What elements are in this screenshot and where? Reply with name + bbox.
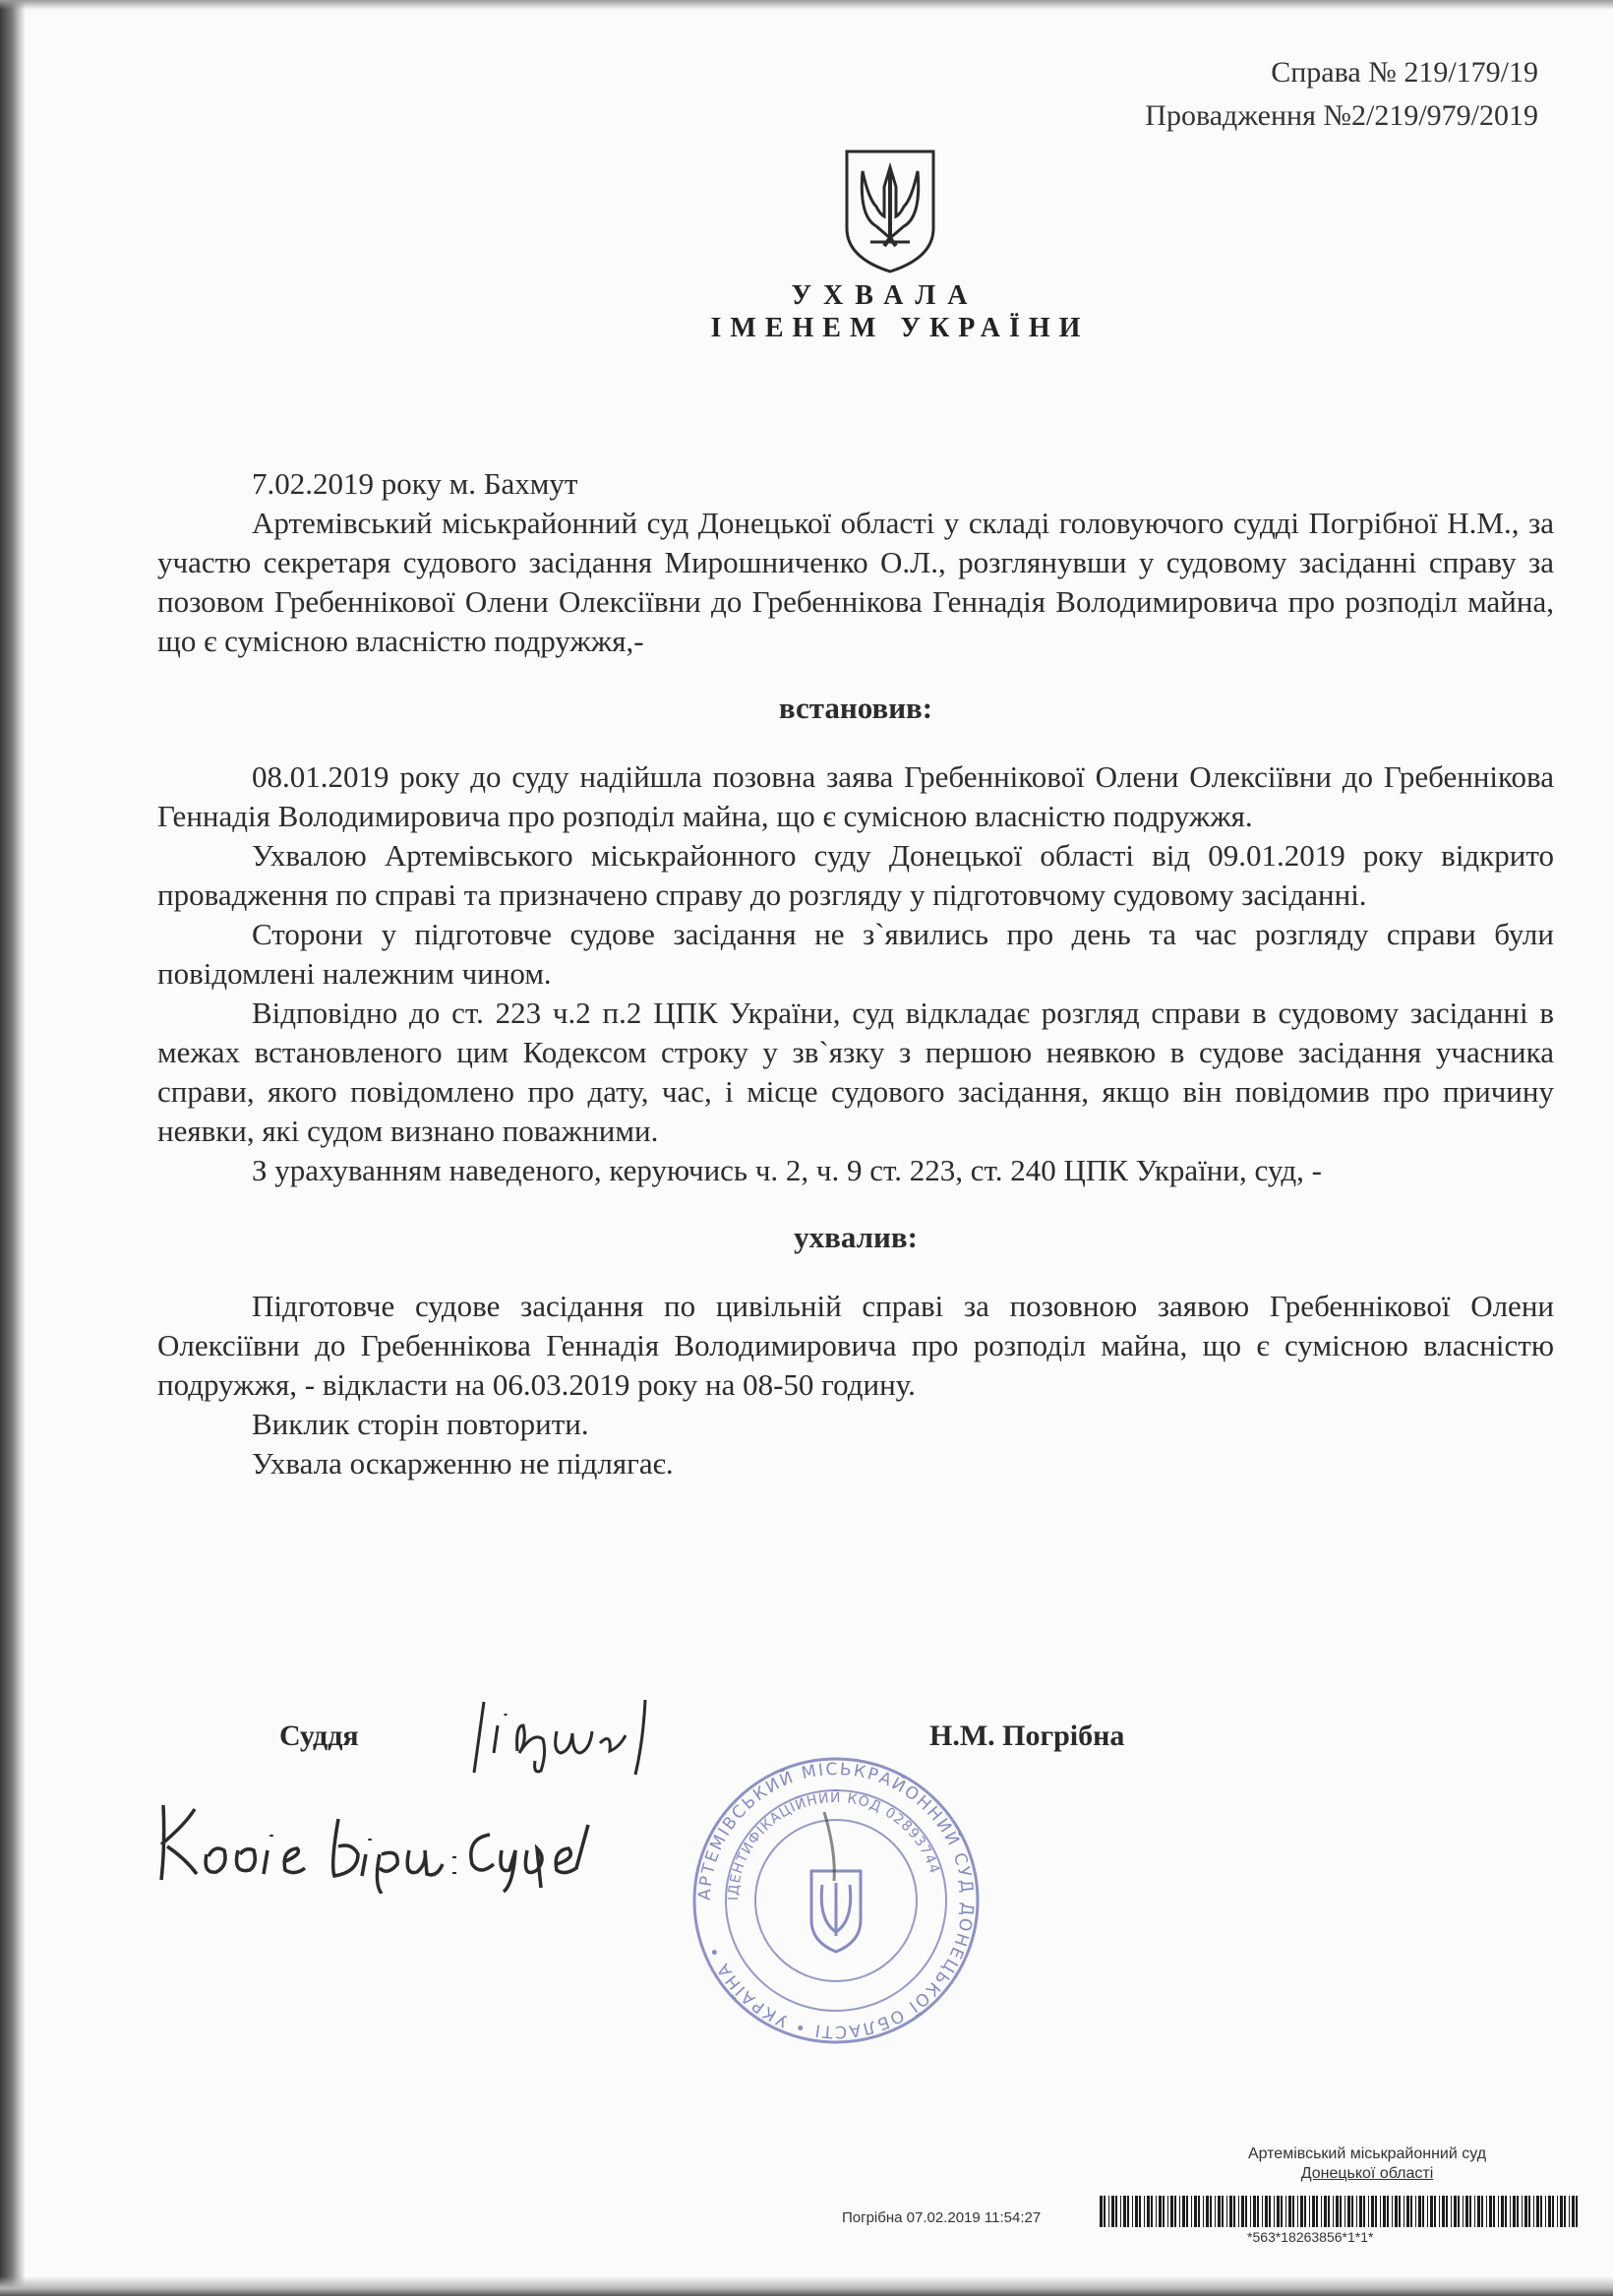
- case-number: Справа № 219/179/19: [1271, 56, 1538, 89]
- judge-name: Н.М. Погрібна: [929, 1720, 1125, 1752]
- established-paragraph: Ухвалою Артемівського міськрайонного суду Донецької області від 09.01.2019 року відкрито провадження по справі та призначено справу до розгляду у підготовчому судовому засіданні.: [157, 838, 1554, 912]
- intro-paragraph: Артемівський міськрайонний суд Донецької області у складі головуючого судді Погрібної Н.М., за участю секретаря судового засідання Мирошниченко О.Л., розглянувши у судовому засіданні справу за позовом Гребеннікової Олени Олексіївни до Гребеннікова Геннадія Володимировича про розподіл майна, що є сумісною власністю подружжя,-: [157, 506, 1554, 658]
- judge-label: Суддя: [279, 1720, 359, 1752]
- seal-inner-text: ІДЕНТИФІКАЦІЙНИЙ КОД 02893744: [725, 1789, 943, 1902]
- ruled-paragraph: Ухвала оскарженню не підлягає.: [252, 1446, 674, 1480]
- scanner-edge-bottom: [0, 2276, 1613, 2296]
- ruled-paragraph: Виклик сторін повторити.: [252, 1407, 589, 1441]
- barcode-text: *563*18263856*1*1*: [1247, 2229, 1374, 2245]
- scanner-edge-top: [0, 0, 1613, 10]
- handwritten-certified-copy-note: [155, 1785, 647, 1894]
- established-paragraph: 08.01.2019 року до суду надійшла позовна заява Гребеннікової Олени Олексіївни до Гребеннікова Геннадія Володимировича про розподіл майна, що є сумісною власністю подружжя.: [157, 759, 1554, 833]
- document-barcode: [1100, 2196, 1582, 2227]
- handwritten-signature-mark: [462, 1692, 679, 1781]
- footer-court-line: Донецької області: [1300, 2165, 1434, 2182]
- footer-court-name: [1180, 2145, 1554, 2184]
- ruling-body: [157, 464, 1554, 1483]
- established-paragraph: Сторони у підготовче судове засідання не з`явились про день та час розгляду справи були повідомлені належним чином.: [157, 917, 1554, 991]
- ruled-paragraph: Підготовче судове засідання по цивільній справі за позовною заявою Гребеннікової Олени Олексіївни до Гребеннікова Геннадія Володимировича про розподіл майна, що є сумісною власністю подружжя, - відкласти на 06.03.2019 року на 08-50 годину.: [157, 1289, 1554, 1402]
- trident-coat-of-arms-icon: [841, 148, 939, 275]
- proceeding-number: Провадження №2/219/979/2019: [1145, 99, 1538, 132]
- scanner-edge-left: [0, 0, 26, 2296]
- established-paragraph: Відповідно до ст. 223 ч.2 п.2 ЦПК України, суд відкладає розгляд справи в судовому засіданні в межах встановленого цим Кодексом строку у зв`язку з першою неявкою в судове засідання учасника справи, якого повідомлено про дату, час, і місце судового засідання, якщо він повідомив про причину неявки, які судом визнано поважними.: [157, 996, 1554, 1148]
- established-paragraph: З урахуванням наведеного, керуючись ч. 2, ч. 9 ст. 223, ст. 240 ЦПК України, суд, -: [252, 1153, 1322, 1187]
- official-court-seal: [688, 1753, 984, 2048]
- document-subtitle: ІМЕНЕМ УКРАЇНИ: [710, 313, 1090, 343]
- date-place: 7.02.2019 року м. Бахмут: [252, 466, 578, 501]
- section-heading-ruled: ухвалив:: [794, 1220, 918, 1254]
- section-heading-established: встановив:: [778, 691, 933, 725]
- seal-outer-text: АРТЕМІВСЬКИЙ МІСЬКРАЙОННИЙ СУД ДОНЕЦЬКОЇ ОБЛАСТІ • УКРАЇНА •: [694, 1759, 978, 2042]
- footer-timestamp: Погрібна 07.02.2019 11:54:27: [842, 2209, 1042, 2226]
- footer-court-line: Артемівський міськрайонний суд: [1247, 2145, 1487, 2162]
- case-reference: [1145, 51, 1538, 138]
- document-title: УХВАЛА: [791, 280, 980, 311]
